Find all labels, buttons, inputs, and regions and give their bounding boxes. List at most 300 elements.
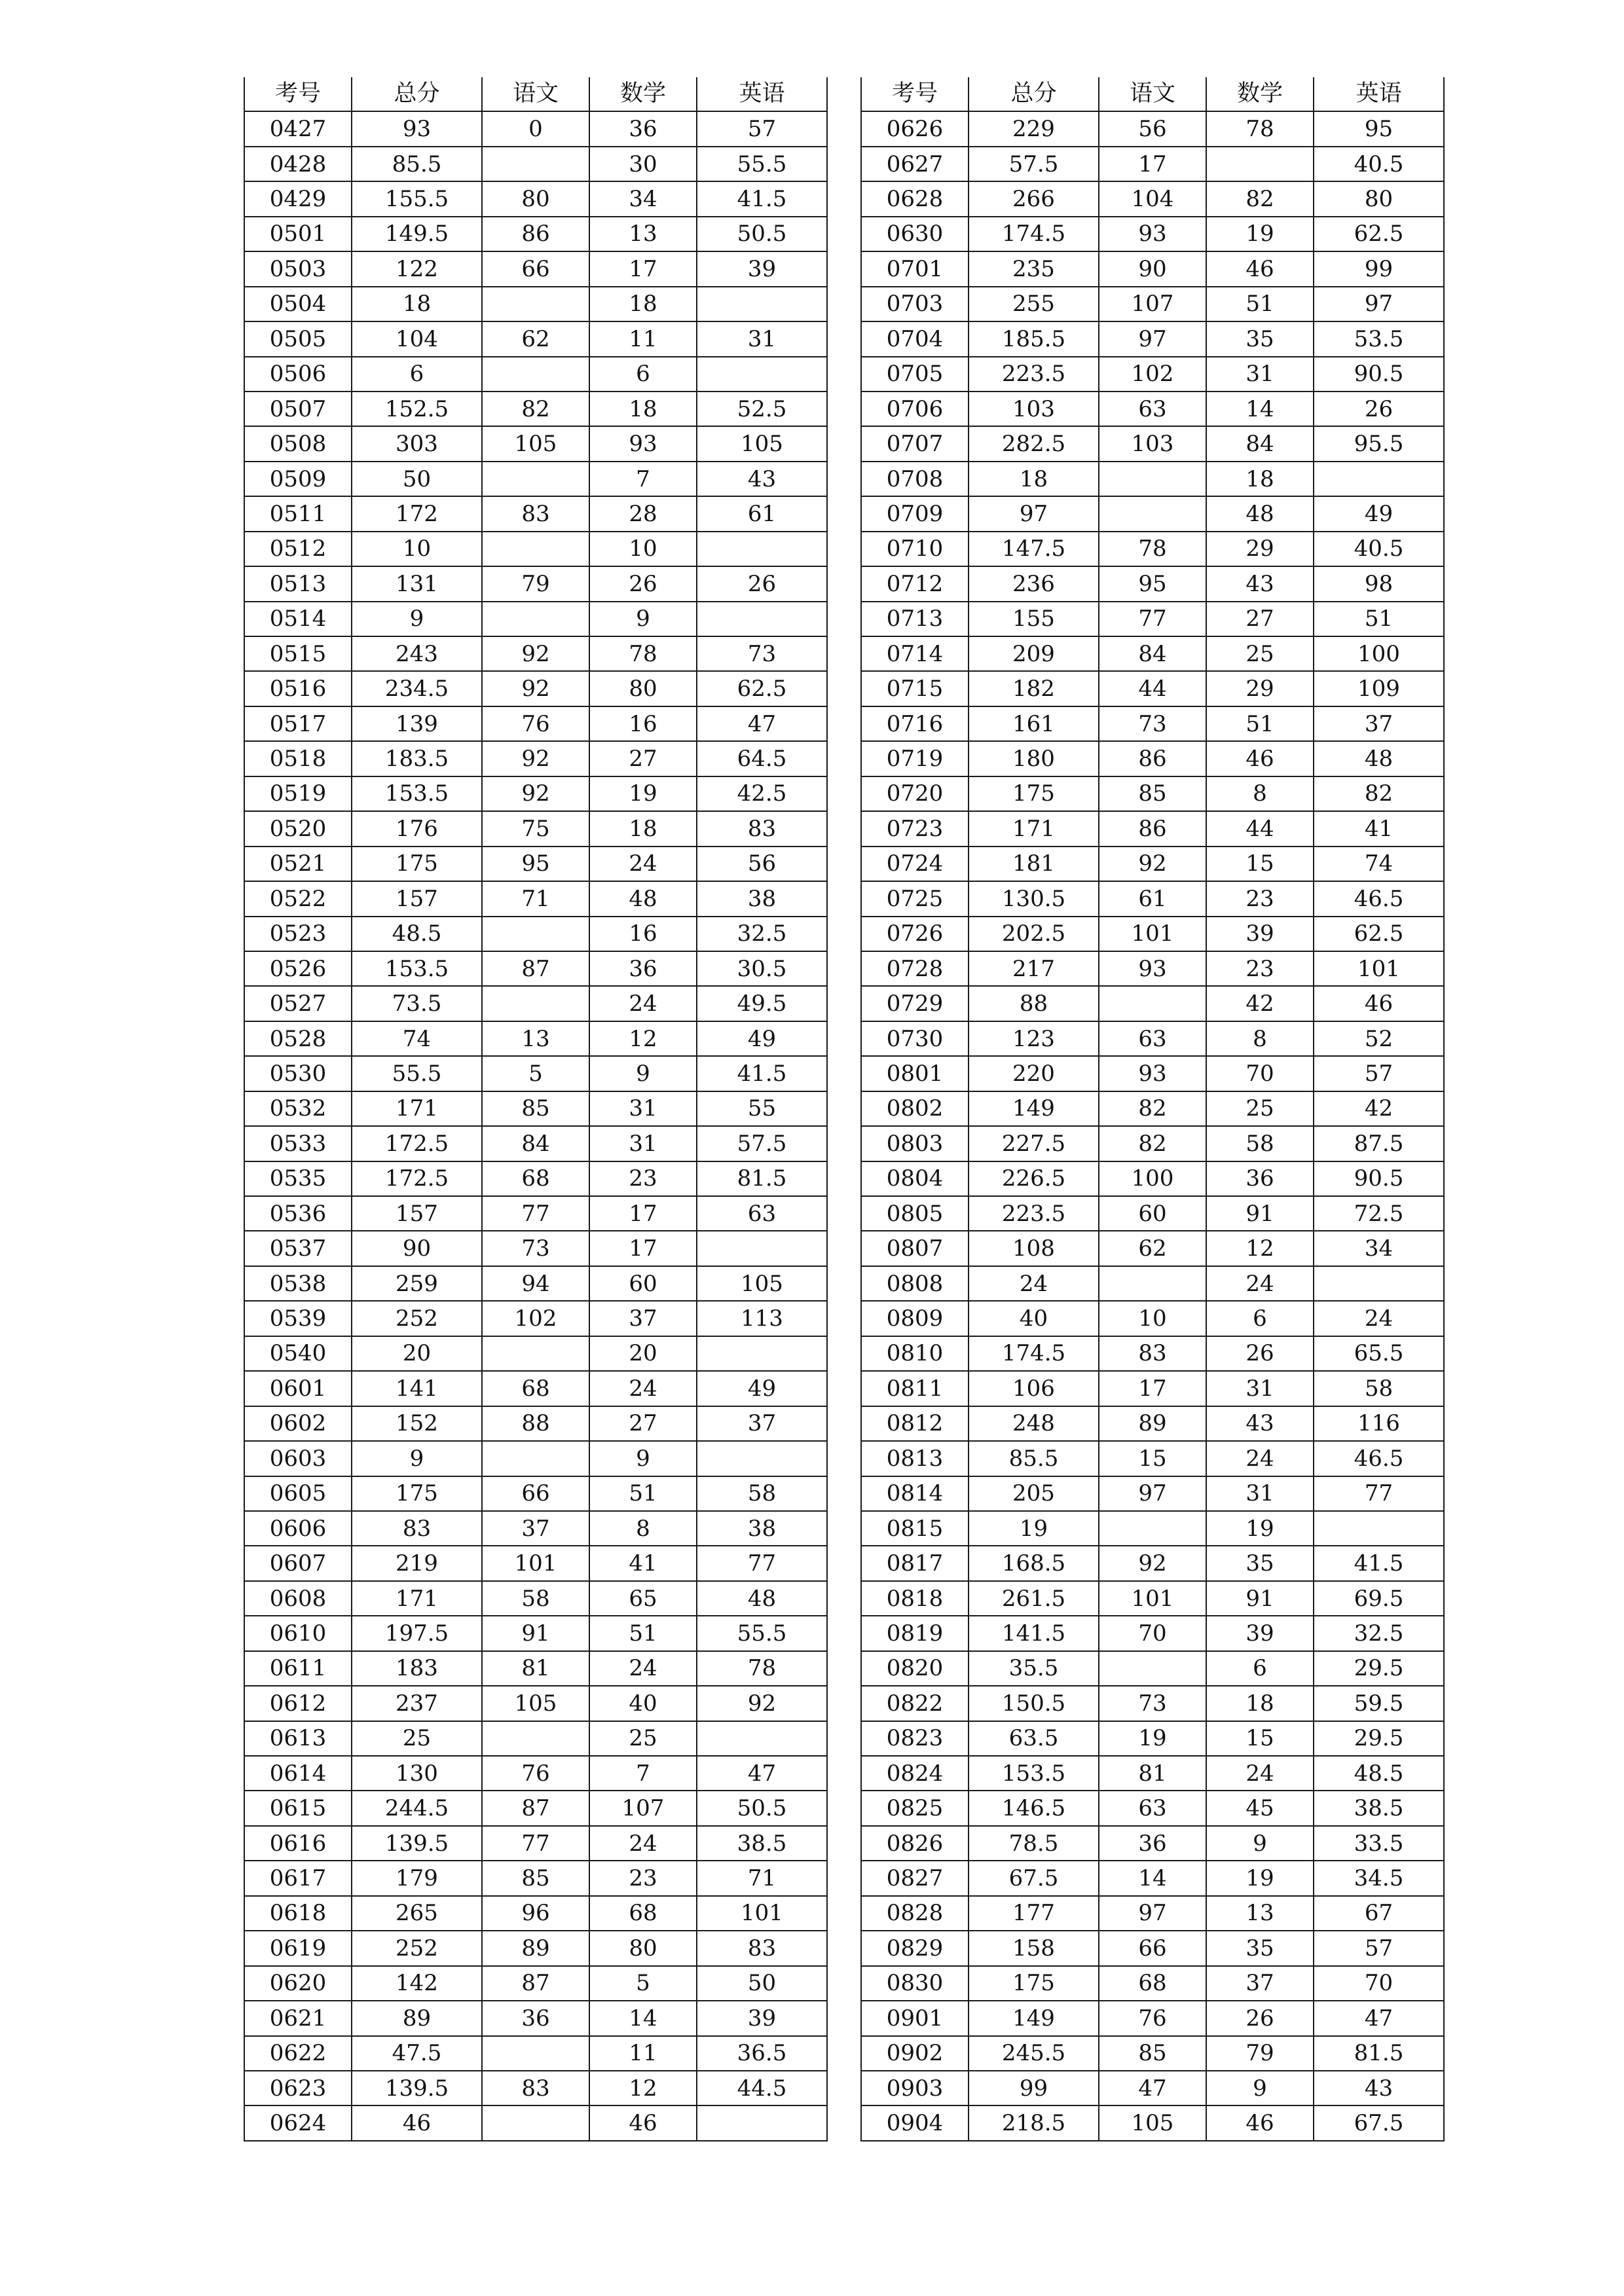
chinese-score-cell: 85 xyxy=(482,1861,589,1895)
table-row xyxy=(861,2071,1444,2105)
total-score-cell: 220 xyxy=(969,1056,1099,1091)
exam-id-cell: 0812 xyxy=(861,1406,969,1441)
math-score-cell: 23 xyxy=(1206,951,1314,986)
total-score-cell: 229 xyxy=(969,111,1099,146)
total-score-cell: 139.5 xyxy=(352,1826,482,1861)
math-score-cell: 36 xyxy=(589,111,697,146)
chinese-score-cell: 5 xyxy=(482,1056,589,1091)
table-row xyxy=(244,1826,827,1861)
total-score-cell: 197.5 xyxy=(352,1616,482,1650)
total-score-cell: 157 xyxy=(352,1196,482,1231)
chinese-score-cell: 93 xyxy=(1099,1056,1206,1091)
chinese-score-cell xyxy=(482,986,589,1021)
chinese-score-cell: 63 xyxy=(1099,392,1206,426)
exam-id-cell: 0507 xyxy=(244,392,352,426)
total-score-cell: 255 xyxy=(969,287,1099,321)
total-score-cell: 182 xyxy=(969,671,1099,706)
exam-id-cell: 0904 xyxy=(861,2105,969,2140)
total-score-cell: 235 xyxy=(969,251,1099,286)
total-score-cell: 47.5 xyxy=(352,2036,482,2071)
chinese-score-cell: 36 xyxy=(1099,1826,1206,1861)
table-row xyxy=(861,1966,1444,2001)
english-score-cell xyxy=(697,1336,827,1371)
chinese-score-cell: 85 xyxy=(482,1091,589,1126)
exam-id-cell: 0704 xyxy=(861,321,969,356)
exam-id-cell: 0517 xyxy=(244,706,352,741)
math-score-cell: 93 xyxy=(589,426,697,461)
exam-id-cell: 0537 xyxy=(244,1231,352,1266)
english-score-cell: 41.5 xyxy=(697,181,827,216)
table-row xyxy=(244,951,827,986)
chinese-score-cell: 87 xyxy=(482,1966,589,2001)
math-score-cell: 24 xyxy=(589,1371,697,1406)
total-score-cell: 175 xyxy=(352,847,482,881)
total-score-cell: 9 xyxy=(352,602,482,636)
table-row xyxy=(861,1441,1444,1476)
total-score-cell: 106 xyxy=(969,1371,1099,1406)
total-score-cell: 153.5 xyxy=(352,776,482,811)
math-score-cell: 46 xyxy=(1206,2105,1314,2140)
exam-id-cell: 0901 xyxy=(861,2001,969,2035)
table-row xyxy=(244,566,827,601)
english-score-cell: 38 xyxy=(697,1511,827,1546)
exam-id-cell: 0701 xyxy=(861,251,969,286)
chinese-score-cell: 83 xyxy=(482,496,589,531)
exam-id-cell: 0514 xyxy=(244,602,352,636)
total-score-cell: 259 xyxy=(352,1266,482,1301)
chinese-score-cell: 60 xyxy=(1099,1196,1206,1231)
table-row xyxy=(244,181,827,216)
exam-id-cell: 0830 xyxy=(861,1966,969,2001)
exam-id-cell: 0518 xyxy=(244,741,352,776)
total-score-cell: 6 xyxy=(352,357,482,392)
chinese-score-cell: 77 xyxy=(482,1196,589,1231)
math-score-cell: 48 xyxy=(589,881,697,916)
english-score-cell xyxy=(1314,1266,1444,1301)
table-row xyxy=(244,1371,827,1406)
chinese-score-cell: 97 xyxy=(1099,1896,1206,1931)
total-score-cell: 282.5 xyxy=(969,426,1099,461)
total-score-cell: 139.5 xyxy=(352,2071,482,2105)
table-row xyxy=(861,1336,1444,1371)
total-score-cell: 99 xyxy=(969,2071,1099,2105)
chinese-score-cell: 36 xyxy=(482,2001,589,2035)
math-score-cell: 80 xyxy=(589,671,697,706)
table-row xyxy=(861,1791,1444,1825)
math-score-cell: 31 xyxy=(589,1126,697,1161)
table-row xyxy=(861,741,1444,776)
total-score-cell: 237 xyxy=(352,1686,482,1721)
score-table-right xyxy=(860,77,1445,2141)
table-row xyxy=(244,462,827,496)
table-row xyxy=(861,426,1444,461)
total-score-cell: 152 xyxy=(352,1406,482,1441)
table-row xyxy=(244,1336,827,1371)
math-score-cell: 24 xyxy=(1206,1441,1314,1476)
english-score-cell: 24 xyxy=(1314,1301,1444,1336)
total-score-cell: 74 xyxy=(352,1021,482,1056)
total-score-cell: 85.5 xyxy=(969,1441,1099,1476)
chinese-score-cell: 86 xyxy=(1099,811,1206,846)
english-score-cell: 29.5 xyxy=(1314,1721,1444,1756)
english-score-cell: 47 xyxy=(1314,2001,1444,2035)
english-score-cell: 105 xyxy=(697,426,827,461)
english-score-cell: 40.5 xyxy=(1314,147,1444,181)
exam-id-cell: 0505 xyxy=(244,321,352,356)
exam-id-cell: 0530 xyxy=(244,1056,352,1091)
chinese-score-cell: 82 xyxy=(1099,1126,1206,1161)
table-row xyxy=(244,1931,827,1965)
total-score-cell: 219 xyxy=(352,1546,482,1580)
math-score-cell: 36 xyxy=(1206,1161,1314,1196)
math-score-cell: 13 xyxy=(589,217,697,251)
table-row xyxy=(861,1371,1444,1406)
exam-id-cell: 0826 xyxy=(861,1826,969,1861)
math-score-cell: 26 xyxy=(1206,1336,1314,1371)
total-score-cell: 19 xyxy=(969,1511,1099,1546)
chinese-score-cell: 73 xyxy=(1099,706,1206,741)
table-row xyxy=(244,496,827,531)
math-score-cell: 9 xyxy=(1206,2071,1314,2105)
table-row xyxy=(244,111,827,146)
math-score-cell: 17 xyxy=(589,1231,697,1266)
exam-id-cell: 0508 xyxy=(244,426,352,461)
chinese-score-cell xyxy=(482,462,589,496)
english-score-cell: 34 xyxy=(1314,1231,1444,1266)
english-score-cell xyxy=(697,532,827,566)
english-score-cell: 41.5 xyxy=(1314,1546,1444,1580)
header-chinese: 语文 xyxy=(1099,77,1206,111)
total-score-cell: 236 xyxy=(969,566,1099,601)
table-row xyxy=(244,357,827,392)
chinese-score-cell: 101 xyxy=(1099,1581,1206,1616)
math-score-cell: 45 xyxy=(1206,1791,1314,1825)
table-row xyxy=(244,917,827,951)
english-score-cell: 73 xyxy=(697,636,827,671)
chinese-score-cell: 92 xyxy=(482,671,589,706)
exam-id-cell: 0802 xyxy=(861,1091,969,1126)
table-row xyxy=(244,986,827,1021)
exam-id-cell: 0819 xyxy=(861,1616,969,1650)
exam-id-cell: 0536 xyxy=(244,1196,352,1231)
exam-id-cell: 0527 xyxy=(244,986,352,1021)
chinese-score-cell xyxy=(482,602,589,636)
exam-id-cell: 0617 xyxy=(244,1861,352,1895)
chinese-score-cell: 71 xyxy=(482,881,589,916)
english-score-cell: 95 xyxy=(1314,111,1444,146)
exam-id-cell: 0708 xyxy=(861,462,969,496)
english-score-cell: 77 xyxy=(697,1546,827,1580)
exam-id-cell: 0627 xyxy=(861,147,969,181)
english-score-cell: 48 xyxy=(697,1581,827,1616)
table-row xyxy=(244,1126,827,1161)
english-score-cell: 72.5 xyxy=(1314,1196,1444,1231)
exam-id-cell: 0610 xyxy=(244,1616,352,1650)
chinese-score-cell: 83 xyxy=(1099,1336,1206,1371)
chinese-score-cell: 17 xyxy=(1099,1371,1206,1406)
math-score-cell: 29 xyxy=(1206,671,1314,706)
chinese-score-cell: 78 xyxy=(1099,532,1206,566)
math-score-cell: 80 xyxy=(589,1931,697,1965)
table-row xyxy=(244,217,827,251)
math-score-cell: 79 xyxy=(1206,2036,1314,2071)
chinese-score-cell: 105 xyxy=(1099,2105,1206,2140)
table-row xyxy=(244,776,827,811)
english-score-cell: 49.5 xyxy=(697,986,827,1021)
english-score-cell: 39 xyxy=(697,2001,827,2035)
chinese-score-cell: 97 xyxy=(1099,1476,1206,1511)
chinese-score-cell xyxy=(482,917,589,951)
chinese-score-cell: 76 xyxy=(482,1756,589,1791)
header-math: 数学 xyxy=(1206,77,1314,111)
math-score-cell: 25 xyxy=(589,1721,697,1756)
chinese-score-cell: 85 xyxy=(1099,2036,1206,2071)
math-score-cell: 46 xyxy=(1206,251,1314,286)
math-score-cell: 12 xyxy=(1206,1231,1314,1266)
english-score-cell: 37 xyxy=(1314,706,1444,741)
math-score-cell: 43 xyxy=(1206,1406,1314,1441)
table-row xyxy=(244,1791,827,1825)
math-score-cell: 17 xyxy=(589,1196,697,1231)
english-score-cell: 56 xyxy=(697,847,827,881)
math-score-cell: 27 xyxy=(589,1406,697,1441)
english-score-cell: 32.5 xyxy=(1314,1616,1444,1650)
chinese-score-cell: 86 xyxy=(482,217,589,251)
english-score-cell: 81.5 xyxy=(697,1161,827,1196)
english-score-cell: 48 xyxy=(1314,741,1444,776)
math-score-cell: 40 xyxy=(589,1686,697,1721)
chinese-score-cell: 92 xyxy=(1099,847,1206,881)
english-score-cell: 67.5 xyxy=(1314,2105,1444,2140)
exam-id-cell: 0804 xyxy=(861,1161,969,1196)
total-score-cell: 261.5 xyxy=(969,1581,1099,1616)
table-row xyxy=(244,392,827,426)
english-score-cell: 87.5 xyxy=(1314,1126,1444,1161)
chinese-score-cell: 77 xyxy=(482,1826,589,1861)
exam-id-cell: 0724 xyxy=(861,847,969,881)
table-row xyxy=(244,1091,827,1126)
total-score-cell: 172.5 xyxy=(352,1126,482,1161)
table-row xyxy=(244,1651,827,1686)
chinese-score-cell: 101 xyxy=(482,1546,589,1580)
table-row xyxy=(861,986,1444,1021)
total-score-cell: 176 xyxy=(352,811,482,846)
header-exam-id: 考号 xyxy=(861,77,969,111)
english-score-cell: 46.5 xyxy=(1314,1441,1444,1476)
total-score-cell: 161 xyxy=(969,706,1099,741)
english-score-cell: 26 xyxy=(697,566,827,601)
total-score-cell: 172.5 xyxy=(352,1161,482,1196)
english-score-cell: 100 xyxy=(1314,636,1444,671)
table-row xyxy=(861,2001,1444,2035)
total-score-cell: 234.5 xyxy=(352,671,482,706)
math-score-cell: 51 xyxy=(589,1616,697,1650)
english-score-cell: 51 xyxy=(1314,602,1444,636)
total-score-cell: 147.5 xyxy=(969,532,1099,566)
english-score-cell: 67 xyxy=(1314,1896,1444,1931)
exam-id-cell: 0709 xyxy=(861,496,969,531)
english-score-cell xyxy=(1314,1511,1444,1546)
english-score-cell: 39 xyxy=(697,251,827,286)
exam-id-cell: 0710 xyxy=(861,532,969,566)
english-score-cell: 49 xyxy=(1314,496,1444,531)
exam-id-cell: 0620 xyxy=(244,1966,352,2001)
total-score-cell: 175 xyxy=(969,1966,1099,2001)
math-score-cell: 6 xyxy=(1206,1301,1314,1336)
english-score-cell: 49 xyxy=(697,1021,827,1056)
chinese-score-cell: 17 xyxy=(1099,147,1206,181)
total-score-cell: 226.5 xyxy=(969,1161,1099,1196)
table-row xyxy=(861,1861,1444,1895)
table-row xyxy=(244,1686,827,1721)
total-score-cell: 218.5 xyxy=(969,2105,1099,2140)
chinese-score-cell: 77 xyxy=(1099,602,1206,636)
total-score-cell: 88 xyxy=(969,986,1099,1021)
exam-id-cell: 0521 xyxy=(244,847,352,881)
exam-id-cell: 0429 xyxy=(244,181,352,216)
math-score-cell: 26 xyxy=(589,566,697,601)
exam-id-cell: 0626 xyxy=(861,111,969,146)
math-score-cell: 24 xyxy=(1206,1756,1314,1791)
exam-id-cell: 0829 xyxy=(861,1931,969,1965)
total-score-cell: 152.5 xyxy=(352,392,482,426)
chinese-score-cell xyxy=(1099,1651,1206,1686)
math-score-cell: 13 xyxy=(1206,1896,1314,1931)
math-score-cell: 37 xyxy=(589,1301,697,1336)
exam-id-cell: 0539 xyxy=(244,1301,352,1336)
table-row xyxy=(244,147,827,181)
english-score-cell: 49 xyxy=(697,1371,827,1406)
chinese-score-cell: 100 xyxy=(1099,1161,1206,1196)
chinese-score-cell: 91 xyxy=(482,1616,589,1650)
table-row xyxy=(244,1301,827,1336)
table-row xyxy=(861,602,1444,636)
math-score-cell: 18 xyxy=(589,287,697,321)
table-row xyxy=(244,287,827,321)
total-score-cell: 18 xyxy=(352,287,482,321)
exam-id-cell: 0612 xyxy=(244,1686,352,1721)
table-row xyxy=(861,392,1444,426)
chinese-score-cell: 68 xyxy=(1099,1966,1206,2001)
chinese-score-cell xyxy=(1099,986,1206,1021)
table-row xyxy=(244,2071,827,2105)
math-score-cell: 39 xyxy=(1206,917,1314,951)
table-row xyxy=(244,847,827,881)
math-score-cell: 51 xyxy=(1206,706,1314,741)
chinese-score-cell: 62 xyxy=(482,321,589,356)
english-score-cell: 40.5 xyxy=(1314,532,1444,566)
total-score-cell: 89 xyxy=(352,2001,482,2035)
chinese-score-cell xyxy=(482,2036,589,2071)
math-score-cell: 14 xyxy=(589,2001,697,2035)
math-score-cell: 6 xyxy=(589,357,697,392)
exam-id-cell: 0428 xyxy=(244,147,352,181)
total-score-cell: 266 xyxy=(969,181,1099,216)
table-row xyxy=(861,1161,1444,1196)
table-row xyxy=(861,847,1444,881)
score-table-left xyxy=(244,77,828,2141)
chinese-score-cell: 81 xyxy=(1099,1756,1206,1791)
chinese-score-cell: 86 xyxy=(1099,741,1206,776)
chinese-score-cell: 89 xyxy=(1099,1406,1206,1441)
table-row xyxy=(244,1161,827,1196)
math-score-cell: 9 xyxy=(589,1441,697,1476)
math-score-cell: 23 xyxy=(589,1161,697,1196)
math-score-cell: 18 xyxy=(589,811,697,846)
english-score-cell xyxy=(697,1721,827,1756)
exam-id-cell: 0519 xyxy=(244,776,352,811)
total-score-cell: 97 xyxy=(969,496,1099,531)
english-score-cell: 62.5 xyxy=(1314,217,1444,251)
exam-id-cell: 0522 xyxy=(244,881,352,916)
math-score-cell: 46 xyxy=(589,2105,697,2140)
exam-id-cell: 0808 xyxy=(861,1266,969,1301)
chinese-score-cell: 93 xyxy=(1099,217,1206,251)
total-score-cell: 83 xyxy=(352,1511,482,1546)
total-score-cell: 223.5 xyxy=(969,1196,1099,1231)
exam-id-cell: 0703 xyxy=(861,287,969,321)
math-score-cell: 11 xyxy=(589,321,697,356)
exam-id-cell: 0513 xyxy=(244,566,352,601)
chinese-score-cell: 92 xyxy=(482,636,589,671)
english-score-cell xyxy=(697,287,827,321)
math-score-cell: 51 xyxy=(589,1476,697,1511)
exam-id-cell: 0725 xyxy=(861,881,969,916)
math-score-cell: 31 xyxy=(1206,1476,1314,1511)
english-score-cell: 92 xyxy=(697,1686,827,1721)
exam-id-cell: 0523 xyxy=(244,917,352,951)
math-score-cell: 19 xyxy=(589,776,697,811)
table-row xyxy=(861,671,1444,706)
exam-id-cell: 0714 xyxy=(861,636,969,671)
exam-id-cell: 0720 xyxy=(861,776,969,811)
chinese-score-cell: 94 xyxy=(482,1266,589,1301)
math-score-cell: 35 xyxy=(1206,1931,1314,1965)
chinese-score-cell: 75 xyxy=(482,811,589,846)
table-row xyxy=(244,881,827,916)
exam-id-cell: 0509 xyxy=(244,462,352,496)
math-score-cell: 43 xyxy=(1206,566,1314,601)
math-score-cell: 36 xyxy=(589,951,697,986)
english-score-cell: 41.5 xyxy=(697,1056,827,1091)
math-score-cell: 16 xyxy=(589,706,697,741)
total-score-cell: 155.5 xyxy=(352,181,482,216)
chinese-score-cell: 81 xyxy=(482,1651,589,1686)
math-score-cell: 12 xyxy=(589,2071,697,2105)
english-score-cell: 80 xyxy=(1314,181,1444,216)
total-score-cell: 265 xyxy=(352,1896,482,1931)
total-score-cell: 171 xyxy=(352,1091,482,1126)
header-chinese: 语文 xyxy=(482,77,589,111)
chinese-score-cell: 101 xyxy=(1099,917,1206,951)
table-row xyxy=(861,357,1444,392)
table-row xyxy=(244,1231,827,1266)
table-row xyxy=(244,2105,827,2140)
exam-id-cell: 0511 xyxy=(244,496,352,531)
exam-id-cell: 0605 xyxy=(244,1476,352,1511)
english-score-cell: 55 xyxy=(697,1091,827,1126)
exam-id-cell: 0615 xyxy=(244,1791,352,1825)
table-row xyxy=(244,811,827,846)
exam-id-cell: 0628 xyxy=(861,181,969,216)
total-score-cell: 57.5 xyxy=(969,147,1099,181)
table-row xyxy=(244,1406,827,1441)
table-row xyxy=(861,2036,1444,2071)
table-row xyxy=(244,1546,827,1580)
table-row xyxy=(861,1021,1444,1056)
total-score-cell: 175 xyxy=(969,776,1099,811)
exam-id-cell: 0825 xyxy=(861,1791,969,1825)
